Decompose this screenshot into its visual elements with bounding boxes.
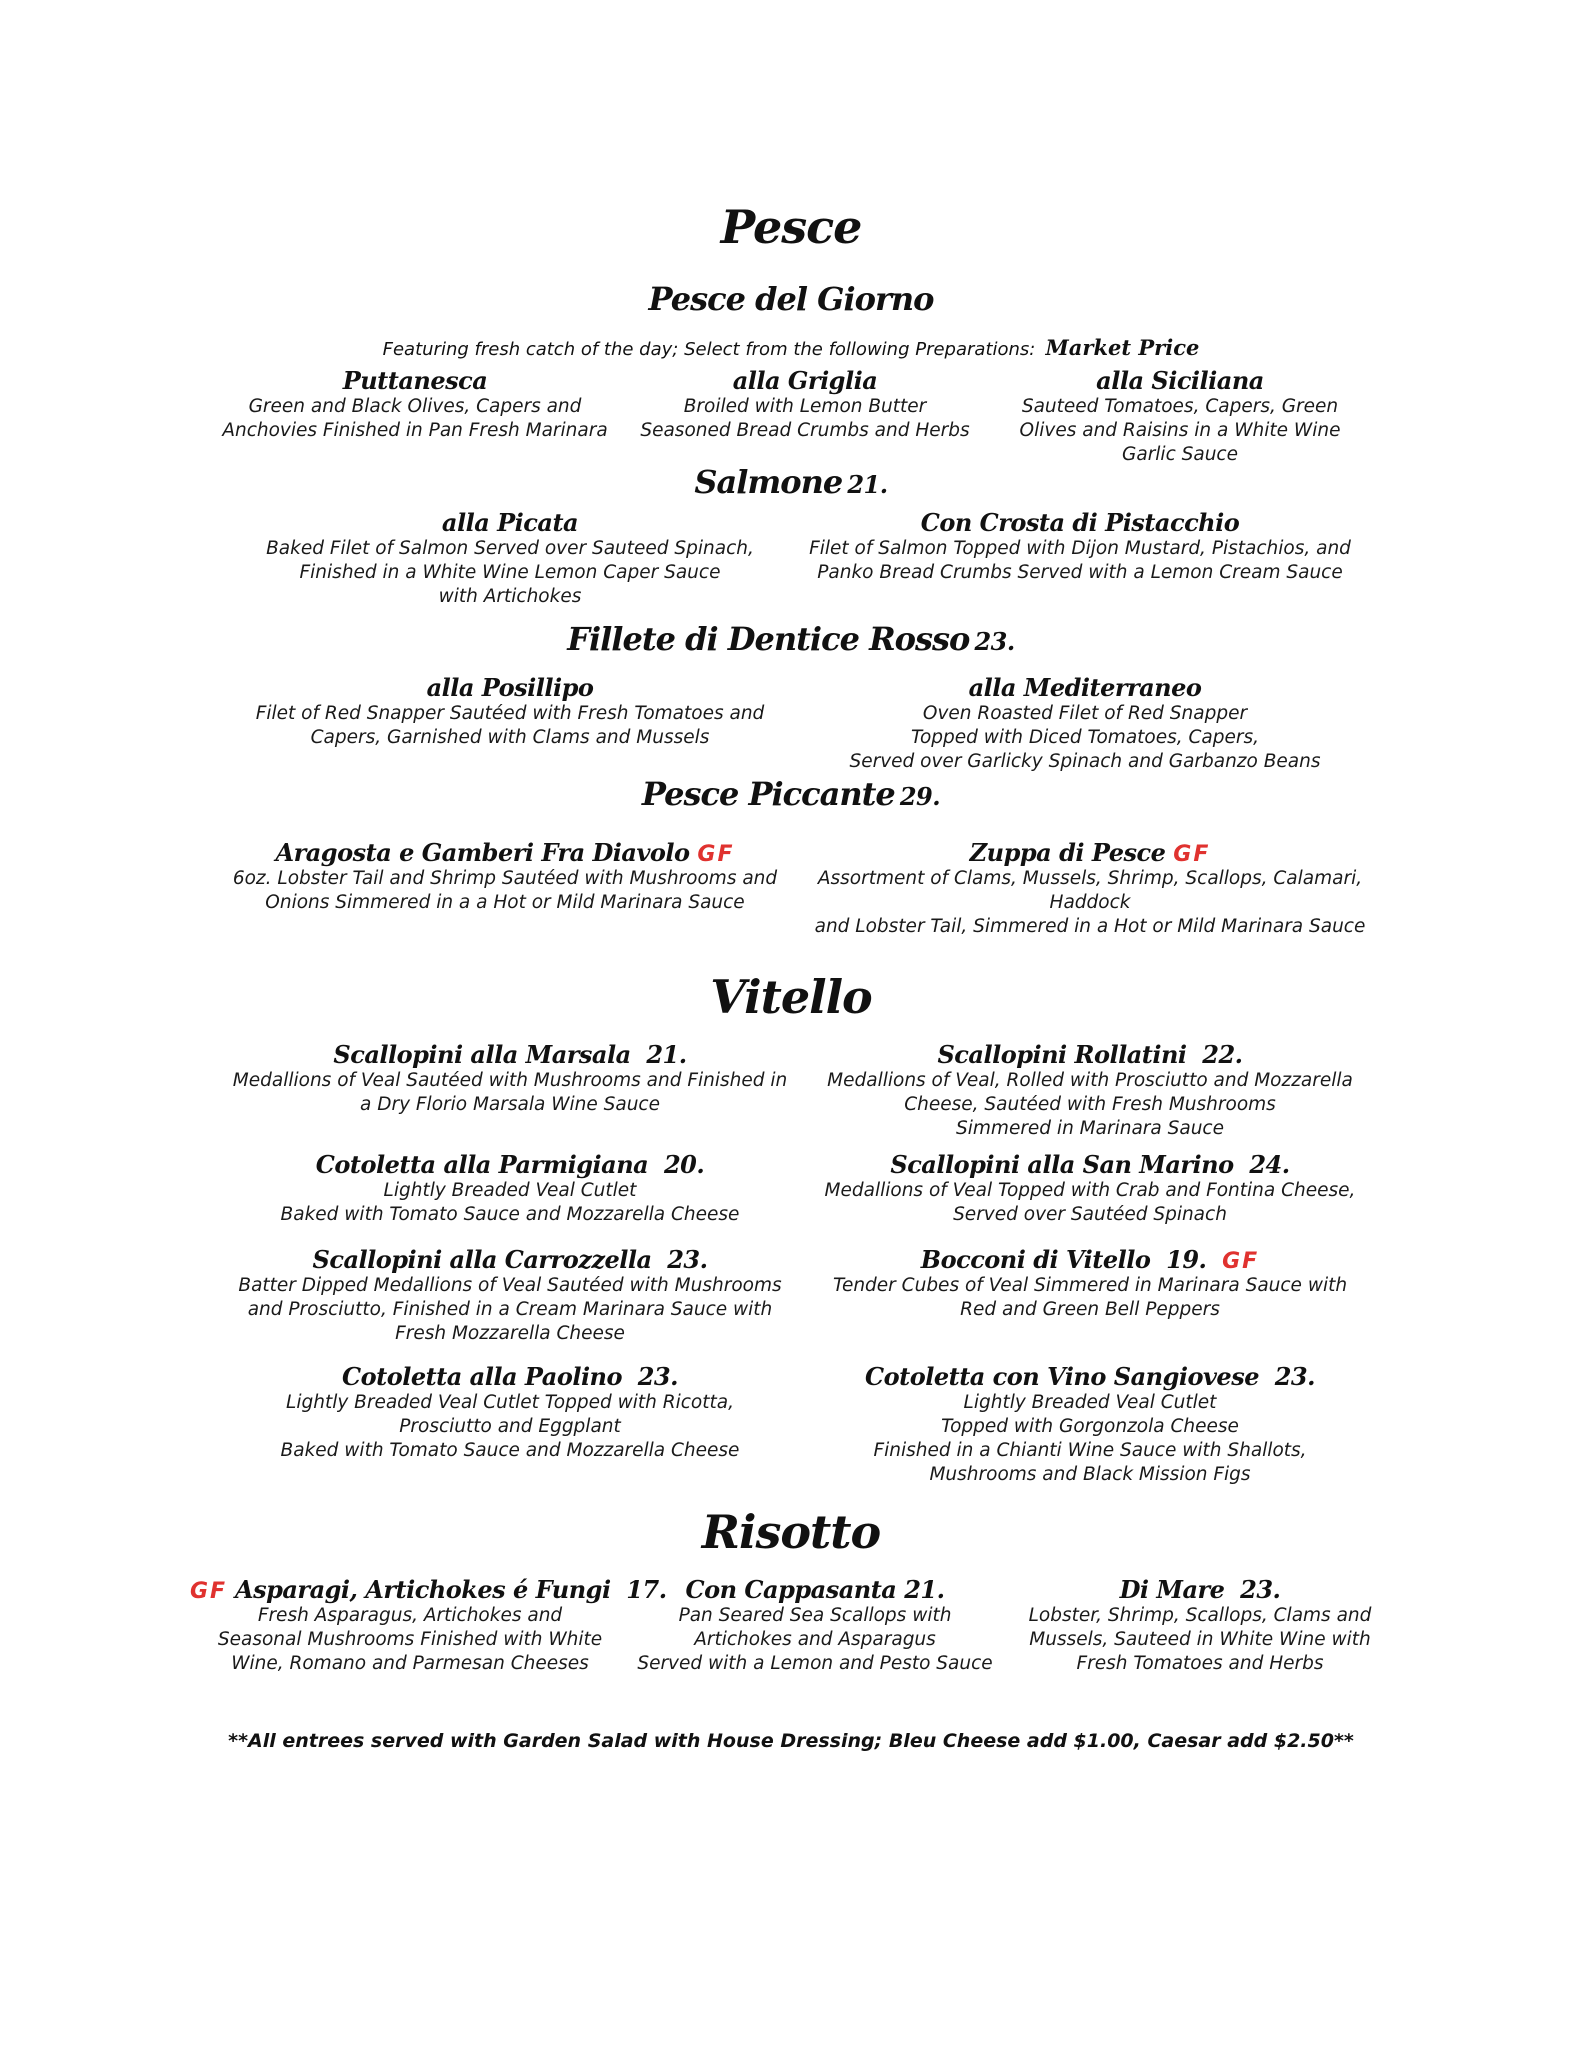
item-name: alla Picata	[441, 508, 579, 537]
menu-item	[790, 508, 1370, 585]
item-name: Scallopini alla Carrozzella	[312, 1245, 652, 1274]
item-name-row	[225, 1245, 795, 1274]
item-name: Aragosta e Gamberi Fra Diavolo	[275, 838, 690, 867]
item-price: 17.	[626, 1575, 667, 1604]
item-description: Medallions of Veal Sautéed with Mushrooms and Finished in a Dry Florio Marsala Wine Sauce	[232, 1070, 788, 1115]
menu-item	[190, 1575, 667, 1676]
item-description: Tender Cubes of Veal Simmered in Marinara Sauce with Red and Green Bell Peppers	[832, 1275, 1348, 1320]
gluten-free-badge: GF	[1173, 842, 1211, 867]
item-description: Broiled with Lemon Butter Seasoned Bread Crumbs and Herbs	[640, 396, 970, 441]
item-name-row	[1010, 1575, 1390, 1604]
item-description: Sauteed Tomatoes, Capers, Green Olives and Raisins in a White Wine Garlic Sauce	[1019, 396, 1341, 465]
item-name: Con Cappasanta	[685, 1575, 897, 1604]
item-price: 20.	[663, 1150, 705, 1179]
subsection-piccante	[0, 775, 1582, 813]
item-name-row	[225, 1150, 795, 1179]
menu-item	[795, 838, 1385, 939]
item-name: Zuppa di Pesce	[969, 838, 1166, 867]
item-name: Scallopini alla San Marino	[890, 1150, 1234, 1179]
menu-item	[225, 1362, 795, 1463]
menu-item	[225, 1150, 795, 1227]
menu-item	[1010, 1575, 1390, 1676]
menu-item	[230, 673, 790, 750]
item-description: Fresh Asparagus, Artichokes and Seasonal Mushrooms Finished with White Wine, Romano and Parmesan Cheeses	[217, 1605, 603, 1674]
item-description: Lobster, Shrimp, Scallops, Clams and Mussels, Sauteed in White Wine with Fresh Tomatoes and Herbs	[1028, 1605, 1372, 1674]
item-name: alla Griglia	[732, 366, 878, 395]
item-name: Asparagi, Artichokes é Fungi	[234, 1575, 611, 1604]
item-price: 21.	[646, 1040, 687, 1069]
menu-item	[240, 508, 780, 609]
menu-item	[620, 366, 990, 443]
section-title-vitello: Vitello	[710, 970, 872, 1024]
item-name: alla Siciliana	[1096, 366, 1264, 395]
menu-item	[805, 1245, 1375, 1322]
gluten-free-badge: GF	[697, 842, 735, 867]
subsection-price: 29.	[899, 782, 941, 811]
item-description: Medallions of Veal Topped with Crab and Fontina Cheese, Served over Sautéed Spinach	[824, 1180, 1356, 1225]
item-description: Lightly Breaded Veal Cutlet Topped with Ricotta, Prosciutto and Eggplant Baked with Tomato Sauce and Mozzarella Cheese	[280, 1392, 740, 1461]
menu-item	[995, 366, 1365, 467]
subsection-price: 23.	[974, 627, 1015, 656]
item-description: Batter Dipped Medallions of Veal Sautéed with Mushrooms and Prosciutto, Finished in a Cream Marinara Sauce with Fresh Mozzarella Cheese	[238, 1275, 782, 1344]
item-name-row	[225, 1040, 795, 1069]
item-name-row	[805, 1362, 1375, 1391]
item-name: Scallopini Rollatini	[937, 1040, 1187, 1069]
subsection-salmone	[0, 463, 1582, 501]
item-name: Scallopini alla Marsala	[333, 1040, 631, 1069]
item-name-row	[805, 1245, 1375, 1274]
item-description: Assortment of Clams, Mussels, Shrimp, Scallops, Calamari, Haddock and Lobster Tail, Simmered in a Hot or Mild Marinara Sauce	[814, 868, 1366, 937]
menu-item	[630, 1575, 1000, 1676]
item-name-row	[805, 1150, 1375, 1179]
item-name-row	[630, 1575, 1000, 1604]
subsection-title-piccante: Pesce Piccante	[641, 775, 895, 813]
item-name: alla Posillipo	[426, 673, 594, 702]
footer-note: **All entrees served with Garden Salad with House Dressing; Bleu Cheese add $1.00, Caesar add $2.50**	[228, 1730, 1354, 1752]
menu-item	[805, 1040, 1375, 1141]
item-price: 21.	[904, 1575, 945, 1604]
item-description: Lightly Breaded Veal Cutlet Topped with Gorgonzola Cheese Finished in a Chianti Wine Sauce with Shallots, Mushrooms and Black Mission Figs	[873, 1392, 1307, 1485]
item-name: Con Crosta di Pistacchio	[920, 508, 1240, 537]
item-name-row	[805, 1040, 1375, 1069]
item-name: Cotoletta con Vino Sangiovese	[865, 1362, 1259, 1391]
menu-item	[200, 838, 810, 915]
item-price: 19.	[1166, 1245, 1207, 1274]
item-name-row	[190, 1575, 667, 1604]
item-name: Cotoletta alla Parmigiana	[315, 1150, 649, 1179]
item-name-row	[225, 1362, 795, 1391]
item-name: Di Mare	[1119, 1575, 1225, 1604]
gluten-free-badge: GF	[1222, 1249, 1260, 1274]
item-price: 23.	[1240, 1575, 1281, 1604]
item-price: 23.	[1274, 1362, 1315, 1391]
menu-item	[225, 1040, 795, 1117]
item-description: Pan Seared Sea Scallops with Artichokes and Asparagus Served with a Lemon and Pesto Sauce	[637, 1605, 993, 1674]
subsection-title-salmone: Salmone	[694, 463, 843, 501]
item-description: Lightly Breaded Veal Cutlet Baked with Tomato Sauce and Mozzarella Cheese	[280, 1180, 740, 1225]
giorno-intro: Featuring fresh catch of the day; Select from the following Preparations:	[382, 339, 1036, 360]
section-title-risotto: Risotto	[701, 1505, 881, 1559]
gluten-free-badge: GF	[190, 1579, 228, 1604]
subsection-title-giorno: Pesce del Giorno	[648, 280, 934, 318]
item-description: Filet of Red Snapper Sautéed with Fresh Tomatoes and Capers, Garnished with Clams and Mussels	[255, 703, 765, 748]
item-name: Bocconi di Vitello	[920, 1245, 1151, 1274]
item-price: 23.	[667, 1245, 708, 1274]
giorno-intro-line	[0, 335, 1582, 360]
menu-item	[225, 1245, 795, 1346]
item-price: 24.	[1249, 1150, 1290, 1179]
item-name: Cotoletta alla Paolino	[342, 1362, 623, 1391]
menu-item	[805, 1362, 1375, 1487]
menu-item	[805, 1150, 1375, 1227]
section-title-pesce: Pesce	[720, 200, 862, 254]
subsection-title-dentice: Fillete di Dentice Rosso	[567, 620, 970, 658]
item-price: 22.	[1202, 1040, 1243, 1069]
item-description: Green and Black Olives, Capers and Anchovies Finished in Pan Fresh Marinara	[222, 396, 608, 441]
subsection-dentice	[0, 620, 1582, 658]
item-description: Medallions of Veal, Rolled with Prosciutto and Mozzarella Cheese, Sautéed with Fresh Mushrooms Simmered in Marinara Sauce	[827, 1070, 1353, 1139]
subsection-price: 21.	[847, 470, 888, 499]
menu-item	[800, 673, 1370, 774]
item-name-row	[200, 838, 810, 867]
menu-item	[215, 366, 615, 443]
item-name: Puttanesca	[342, 366, 488, 395]
item-price: 23.	[637, 1362, 678, 1391]
item-description: Baked Filet of Salmon Served over Sauteed Spinach, Finished in a White Wine Lemon Caper Sauce with Artichokes	[266, 538, 754, 607]
item-description: Filet of Salmon Topped with Dijon Mustard, Pistachios, and Panko Bread Crumbs Served with a Lemon Cream Sauce	[809, 538, 1351, 583]
item-name: alla Mediterraneo	[968, 673, 1202, 702]
item-description: Oven Roasted Filet of Red Snapper Topped with Diced Tomatoes, Capers, Served over Garlicky Spinach and Garbanzo Beans	[849, 703, 1321, 772]
giorno-market-price: Market Price	[1045, 335, 1200, 360]
item-description: 6oz. Lobster Tail and Shrimp Sautéed with Mushrooms and Onions Simmered in a a Hot or Mild Marinara Sauce	[232, 868, 778, 913]
item-name-row	[795, 838, 1385, 867]
